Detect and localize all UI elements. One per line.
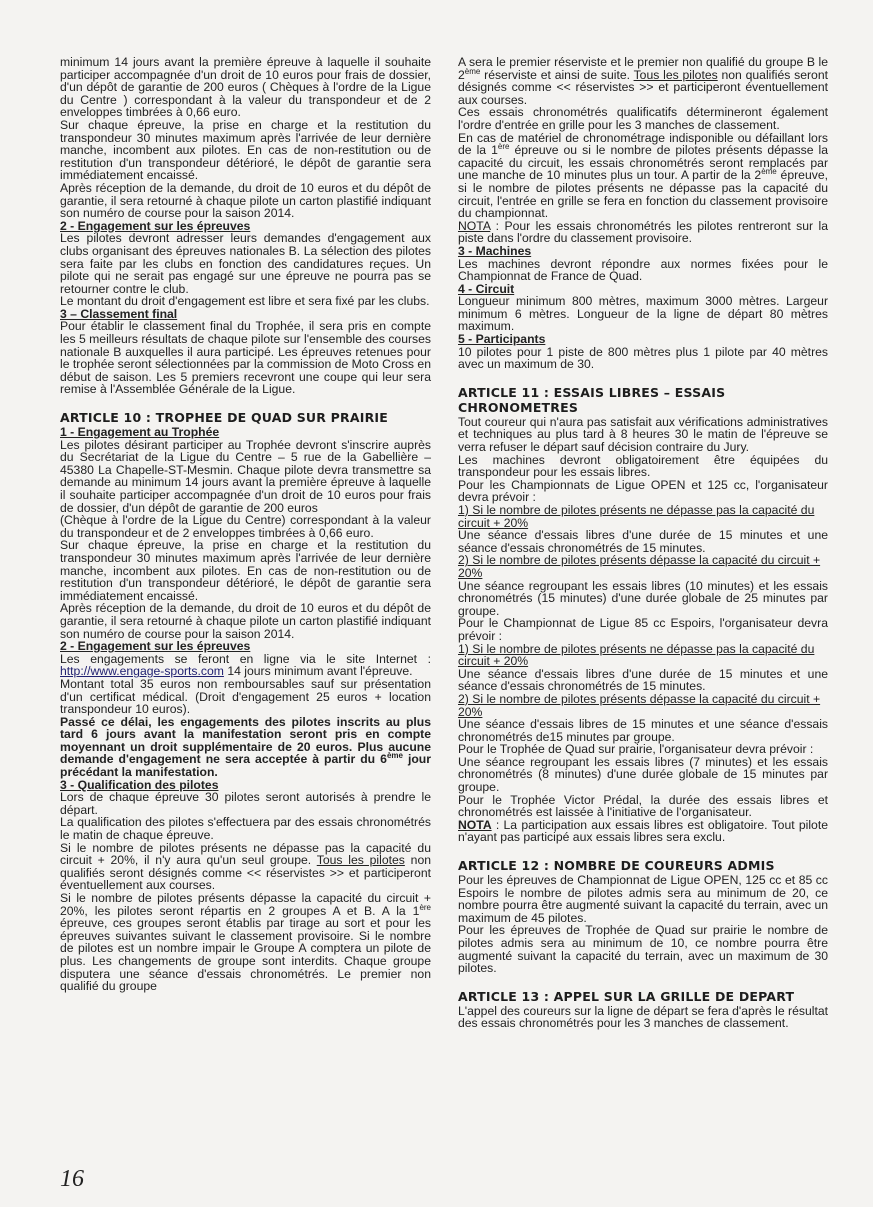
section-heading-participants: 5 - Participants <box>458 332 546 347</box>
paragraph: Pour les épreuves de Trophée de Quad sur prairie le nombre de pilotes admis sera au minimum de 10, ce nombre pourra être augmenté suivant la capacité du terrain, avec un maximum de 30 pilotes. <box>458 923 828 976</box>
paragraph: Tout coureur qui n'aura pas satisfait aux vérifications administratives et techniques au plus tard à 8 heures 30 le matin de l'épreuve se verra refuser le départ sauf décision contraire du Jury. <box>458 414 828 455</box>
paragraph: Pour les épreuves de Championnat de Ligue OPEN, 125 cc et 85 cc Espoirs le nombre de pilotes admis sera au minimum de 20, ce nombre pourra être augmenté suivant la capacité du terrain, avec un maximum de 45 pilotes. <box>458 873 828 925</box>
paragraph: Une séance regroupant les essais libres (10 minutes) et les essais chronométrés (15 minutes) d'une durée globale de 25 minutes par groupe. <box>458 578 828 618</box>
section-heading-engagement: 2 - Engagement sur les épreuves <box>60 218 251 233</box>
superscript: ème <box>761 167 777 177</box>
paragraph <box>60 892 431 993</box>
paragraph: Pour les Championnats de Ligue OPEN et 125 cc, l'organisateur devra prévoir : <box>458 477 828 505</box>
paragraph: Une séance d'essais libres d'une durée de 15 minutes et une séance d'essais chronométrés de 15 minutes. <box>458 528 828 555</box>
section-heading-circuit: 4 - Circuit <box>458 281 515 296</box>
paragraph: Après réception de la demande, du droit de 10 euros et du dépôt de garantie, il sera retourné à chaque pilote un carton plastifié indiquant son numéro de course pour la saison 2014. <box>60 601 431 641</box>
nota-paragraph <box>458 819 828 844</box>
section-heading-classement: 3 – Classement final <box>60 306 178 321</box>
paragraph <box>60 842 431 892</box>
article-13-heading: ARTICLE 13 : APPEL SUR LA GRILLE DE DEPART <box>458 988 795 1004</box>
paragraph: (Chèque à l'ordre de la Ligue du Centre) correspondant à la valeur du transpondeur et de 2 enveloppes timbrées à 0,66 euro. <box>60 513 431 540</box>
paragraph <box>60 653 431 678</box>
condition-line: 2) Si le nombre de pilotes présents dépasse la capacité du circuit + 20% <box>458 691 821 719</box>
section-heading-machines: 3 - Machines <box>458 243 532 258</box>
article-10-heading: ARTICLE 10 : TROPHEE DE QUAD SUR PRAIRIE <box>60 410 388 426</box>
paragraph: Pour le Championnat de Ligue 85 cc Espoirs, l'organisateur devra prévoir : <box>458 616 828 643</box>
paragraph: Ces essais chronométrés qualificatifs détermineront également l'ordre d'entrée en grille pour les 3 manches de classement. <box>458 105 828 132</box>
paragraph: Pour établir le classement final du Trophée, il sera pris en compte les 5 meilleurs résultats de chaque pilote sur l'ensemble des courses nationale B auxquelles il aura participé. Les épreuves retenues pour le trophée seront sélectionnées par la commission de Moto Cross en début de saison. Les 5 premiers recevront une coupe qui leur sera remise à l'Assemblée Générale de la Ligue. <box>60 319 431 397</box>
text: : Pour les essais chronométrés les pilotes rentreront sur la piste dans l'ordre du classement provisoire. <box>458 218 828 246</box>
text: épreuve, ces groupes seront établis par tirage au sort et pour les épreuves suivantes suivant le classement provisoire. Si le nombre de pilotes est un nombre impair le Groupe A comptera un pilote de plus. Les changements de groupe sont interdits. Chaque groupe disputera une séance d'essais chronométrés. Le premier non qualifié du groupe <box>60 916 431 994</box>
paragraph <box>458 132 828 220</box>
superscript: ème <box>464 66 481 76</box>
text: réserviste et ainsi de suite. <box>480 67 634 82</box>
condition-line: 1) Si le nombre de pilotes présents ne dépasse pas la capacité du circuit + 20% <box>458 641 815 669</box>
section-heading-trophee: 1 - Engagement au Trophée <box>60 425 220 440</box>
text: : La participation aux essais libres est obligatoire. Tout pilote n'ayant pas participé aux essais libres sera exclu. <box>458 817 828 845</box>
paragraph: Après réception de la demande, du droit de 10 euros et du dépôt de garantie, il sera retourné à chaque pilote un carton plastifié indiquant son numéro de course pour la saison 2014. <box>60 180 431 221</box>
paragraph-bold <box>60 716 431 779</box>
paragraph: Les pilotes devront adresser leurs demandes d'engagement aux clubs organisant des épreuves nationales B. La sélection des pilotes sera faite par les clubs en fonction des candidatures reçues. Un pilote qui ne serait pas engagé sur une épreuve ne pourra pas se retourner contre le club. <box>60 231 431 296</box>
section-heading-engagement-2: 2 - Engagement sur les épreuves <box>60 639 251 654</box>
text: Si le nombre de pilotes présents dépasse la capacité du circuit + 20%, les pilotes seront répartis en 2 groupes A et B. A la 1 <box>60 891 431 918</box>
text: non qualifiés seront désignés comme << réservistes >> et participeront éventuellement aux courses. <box>458 67 828 107</box>
paragraph: Sur chaque épreuve, la prise en charge et la restitution du transpondeur 30 minutes maximum après l'arrivée de leur dernière manche, incombent aux pilotes. En cas de non-restitution ou de restitution d'un transpondeur détérioré, le dépôt de garantie sera immédiatement encaissé. <box>60 538 431 603</box>
text: Si le nombre de pilotes présents ne dépasse pas la capacité du circuit + 20%, il n'y aura qu'un seul groupe. <box>60 840 431 868</box>
paragraph: minimum 14 jours avant la première épreuve à laquelle il souhaite participer accompagnée d'un droit de 10 euros pour frais de dossier, d'un dépôt de garantie de 200 euros ( Chèques à l'ordre de la Ligue du Centre ) correspondant à la valeur du transpondeur et de 2 enveloppes timbrées à 0,66 euro. <box>60 55 431 120</box>
paragraph: Pour le Trophée Victor Prédal, la durée des essais libres et chronométrés est laissée à l'initiative de l'organisateur. <box>458 792 828 820</box>
text: non qualifiés seront désignés comme << réservistes >> et participeront éventuellement aux courses. <box>60 853 431 893</box>
paragraph: Une séance regroupant les essais libres (7 minutes) et les essais chronométrés (8 minutes) d'une durée globale de 15 minutes par groupe. <box>458 754 828 795</box>
text: Les engagements se feront en ligne via le site Internet : <box>60 651 431 666</box>
text: jour précédant la manifestation. <box>60 752 431 780</box>
nota-label: NOTA <box>458 817 492 832</box>
paragraph: 10 pilotes pour 1 piste de 800 mètres plus 1 pilote par 40 mètres avec un maximum de 30. <box>458 344 828 372</box>
text: 14 jours minimum avant l'épreuve. <box>223 664 413 679</box>
paragraph: Une séance d'essais libres de 15 minutes et une séance d'essais chronométrés de15 minutes par groupe. <box>458 717 828 744</box>
paragraph: L'appel des coureurs sur la ligne de départ se fera d'après le résultat des essais chronométrés pour les 3 manches de classement. <box>458 1003 828 1031</box>
condition-line: 2) Si le nombre de pilotes présents dépasse la capacité du circuit + 20% <box>458 553 821 580</box>
superscript: ère <box>419 902 431 912</box>
paragraph: Les machines devront obligatoirement être équipées du transpondeur pour les essais libres. <box>458 452 828 480</box>
paragraph: Lors de chaque épreuve 30 pilotes seront autorisés à prendre le départ. <box>60 790 431 817</box>
paragraph: Les pilotes désirant participer au Trophée devront s'inscrire auprès du Secrétariat de la Ligue du Centre – 5 rue de la Gabellière – 45380 La Chapelle-ST-Mesmin. Chaque pilote devra transmettre sa demande au minimum 14 jours avant la première épreuve à laquelle il souhaite participer accompagnée d'un droit de 10 euros pour frais de dossier, d'un dépôt de garantie de 200 euros <box>60 437 431 515</box>
underlined-text: Tous les pilotes <box>316 853 405 868</box>
right-column <box>458 56 828 1030</box>
nota-label: NOTA <box>458 218 491 233</box>
left-column <box>60 56 431 993</box>
article-11-heading: ARTICLE 11 : ESSAIS LIBRES – ESSAIS CHRONOMETRES <box>458 384 726 415</box>
text: épreuve ou si le nombre de pilotes présents dépasse la capacité du circuit, les essais chronométrés seront remplacés par une manche de 10 minutes plus un tour. A partir de la 2 <box>458 143 828 183</box>
text: Passé ce délai, les engagements des pilotes inscrits au plus tard 6 jours avant la manifestation seront pris en compte moyennant un droit supplémentaire de 20 euros. Plus aucune demande d'engagement ne sera acceptée à partir du 6 <box>60 714 431 767</box>
nota-paragraph <box>458 220 828 245</box>
superscript: ère <box>497 142 510 152</box>
text: épreuve, si le nombre de pilotes présents ne dépasse pas la capacité du circuit, l'entrée en grille se fera en fonction du classement provisoire du championnat. <box>458 168 828 221</box>
paragraph: Les machines devront répondre aux normes fixées pour le Championnat de France de Quad. <box>458 256 828 284</box>
paragraph: Montant total 35 euros non remboursables sauf sur présentation d'un certificat médical. (Droit d'engagement 25 euros + location transpondeur 10 euros). <box>60 676 431 717</box>
paragraph: Une séance d'essais libres d'une durée de 15 minutes et une séance d'essais chronométrés de 15 minutes. <box>458 666 828 694</box>
paragraph: Pour le Trophée de Quad sur prairie, l'organisateur devra prévoir : <box>458 742 814 757</box>
underlined-text: Tous les pilotes <box>633 67 718 82</box>
text: A sera le premier réserviste et le premier non qualifié du groupe B le 2 <box>458 55 828 82</box>
article-12-heading: ARTICLE 12 : NOMBRE DE COUREURS ADMIS <box>458 858 775 874</box>
section-heading-qualification: 3 - Qualification des pilotes <box>60 777 219 792</box>
paragraph: Sur chaque épreuve, la prise en charge et la restitution du transpondeur 30 minutes maximum après l'arrivée de leur dernière manche, incombent aux pilotes. En cas de non-restitution ou de restitution d'un transpondeur détérioré, le dépôt de garantie sera immédiatement encaissé. <box>60 117 431 183</box>
text: En cas de matériel de chronométrage indisponible ou défaillant lors de la 1 <box>458 130 828 158</box>
paragraph: Longueur minimum 800 mètres, maximum 3000 mètres. Largeur minimum 6 mètres. Longueur de la ligne de départ 80 mètres maximum. <box>458 294 828 334</box>
condition-line: 1) Si le nombre de pilotes présents ne dépasse pas la capacité du circuit + 20% <box>458 503 815 530</box>
paragraph: Le montant du droit d'engagement est libre et sera fixé par les clubs. <box>60 294 430 309</box>
superscript: ème <box>386 751 403 761</box>
paragraph: La qualification des pilotes s'effectuera par des essais chronométrés le matin de chaque épreuve. <box>60 815 431 843</box>
page-number: 16 <box>60 1166 84 1192</box>
engage-sports-link[interactable]: http://www.engage-sports.com <box>60 664 224 679</box>
paragraph <box>458 56 828 106</box>
